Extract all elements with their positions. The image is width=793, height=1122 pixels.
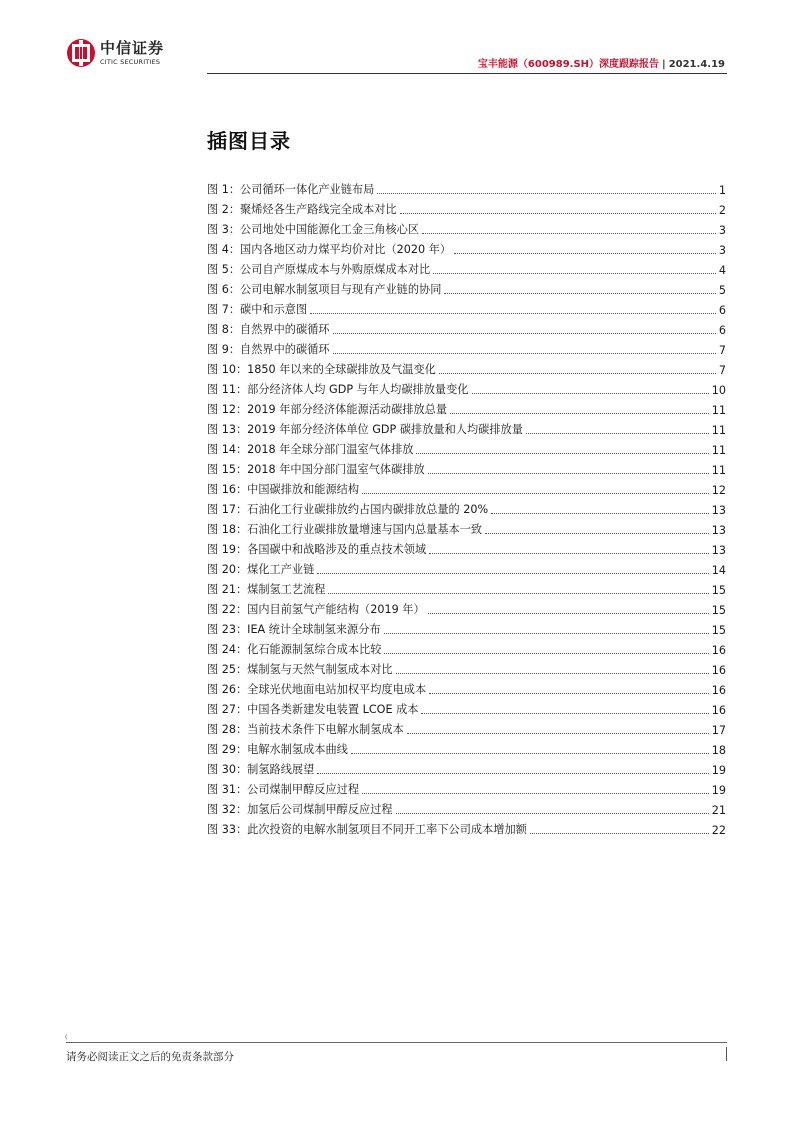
footer-divider: [66, 1042, 727, 1043]
toc-entry[interactable]: [207, 597, 726, 617]
toc-entry-page: 12: [711, 484, 726, 497]
toc-entry-page: 10: [711, 384, 726, 397]
toc-dot-leader: [454, 253, 716, 254]
toc-entry-label: 图 27：中国各类新建发电装置 LCOE 成本: [207, 703, 419, 716]
toc-entry[interactable]: [207, 377, 726, 397]
toc-entry[interactable]: [207, 217, 726, 237]
toc-entry-label: 图 7：碳中和示意图: [207, 303, 308, 316]
toc-entry[interactable]: [207, 497, 726, 517]
toc-entry-page: 13: [711, 544, 726, 557]
toc-entry-page: 14: [711, 564, 726, 577]
toc-entry-label: 图 3：公司地处中国能源化工金三角核心区: [207, 223, 420, 236]
toc-entry-page: 19: [711, 784, 726, 797]
toc-entry-label: 图 6：公司电解水制氢项目与现有产业链的协同: [207, 283, 442, 296]
toc-entry-label: 图 9：自然界中的碳循环: [207, 343, 330, 356]
toc-entry[interactable]: [207, 777, 726, 797]
toc-dot-leader: [433, 273, 716, 274]
toc-entry[interactable]: [207, 257, 726, 277]
toc-entry-label: 图 1：公司循环一体化产业链布局: [207, 183, 375, 196]
footer-disclaimer: 请务必阅读正文之后的免责条款部分: [66, 1051, 234, 1063]
toc-dot-leader: [317, 573, 708, 574]
toc-dot-leader: [421, 713, 708, 714]
citic-logo-icon: [66, 38, 96, 68]
toc-dot-leader: [317, 773, 708, 774]
toc-dot-leader: [444, 293, 715, 294]
toc-dot-leader: [384, 633, 709, 634]
toc-entry[interactable]: [207, 197, 726, 217]
toc-entry-page: 3: [718, 244, 726, 257]
toc-entry-label: 图 24：化石能源制氢综合成本比较: [207, 643, 382, 656]
toc-entry-page: 13: [711, 524, 726, 537]
toc-entry-label: 图 28：当前技术条件下电解水制氢成本: [207, 723, 404, 736]
toc-dot-leader: [485, 533, 709, 534]
header-separator: |: [662, 59, 666, 70]
toc-entry-label: 图 16：中国碳排放和能源结构: [207, 483, 360, 496]
report-title: 宝丰能源（600989.SH）深度跟踪报告: [477, 59, 660, 70]
toc-dot-leader: [362, 493, 709, 494]
toc-entry-page: 16: [711, 664, 726, 677]
toc-entry-page: 11: [711, 404, 726, 417]
toc-entry[interactable]: [207, 337, 726, 357]
toc-entry[interactable]: [207, 317, 726, 337]
toc-entry-label: 图 30：制氢路线展望: [207, 763, 315, 776]
toc-entry-label: 图 26：全球光伏地面电站加权平均度电成本: [207, 683, 427, 696]
toc-entry-label: 图 32：加氢后公司煤制甲醇反应过程: [207, 803, 393, 816]
toc-entry-label: 图 8：自然界中的碳循环: [207, 323, 330, 336]
toc-entry[interactable]: [207, 617, 726, 637]
toc-entry-label: 图 17：石油化工行业碳排放约占国内碳排放总量的 20%: [207, 503, 489, 516]
toc-entry[interactable]: [207, 557, 726, 577]
toc-entry[interactable]: [207, 717, 726, 737]
logo-chinese-name: 中信证券: [100, 38, 165, 57]
toc-dot-leader: [362, 793, 709, 794]
report-date: 2021.4.19: [668, 59, 725, 70]
toc-entry-page: 1: [718, 184, 726, 197]
toc-entry-page: 16: [711, 704, 726, 717]
toc-dot-leader: [310, 313, 716, 314]
toc-entry-page: 5: [718, 284, 726, 297]
toc-entry-label: 图 12：2019 年部分经济体能源活动碳排放总量: [207, 403, 448, 416]
company-logo: [66, 38, 164, 68]
toc-entry-page: 15: [711, 604, 726, 617]
toc-entry-page: 13: [711, 504, 726, 517]
toc-dot-leader: [530, 833, 709, 834]
toc-entry[interactable]: [207, 657, 726, 677]
toc-entry-label: 图 19：各国碳中和战略涉及的重点技术领域: [207, 543, 427, 556]
footer-mark: (: [65, 1034, 68, 1041]
toc-entry[interactable]: [207, 537, 726, 557]
toc-entry-label: 图 33：此次投资的电解水制氢项目不同开工率下公司成本增加额: [207, 823, 527, 836]
toc-entry-label: 图 11：部分经济体人均 GDP 与年人均碳排放量变化: [207, 383, 469, 396]
toc-entry[interactable]: [207, 677, 726, 697]
toc-entry[interactable]: [207, 177, 726, 197]
toc-dot-leader: [428, 473, 709, 474]
toc-entry-page: 4: [718, 264, 726, 277]
toc-entry[interactable]: [207, 237, 726, 257]
toc-dot-leader: [439, 373, 716, 374]
figure-table-of-contents: [207, 177, 726, 837]
toc-entry[interactable]: [207, 477, 726, 497]
toc-entry[interactable]: [207, 757, 726, 777]
toc-entry-label: 图 20：煤化工产业链: [207, 563, 315, 576]
toc-entry-label: 图 2：聚烯烃各生产路线完全成本对比: [207, 203, 397, 216]
toc-dot-leader: [396, 673, 709, 674]
toc-dot-leader: [526, 433, 709, 434]
toc-dot-leader: [429, 553, 709, 554]
toc-entry-label: 图 23：IEA 统计全球制氢来源分布: [207, 623, 381, 636]
toc-dot-leader: [351, 753, 709, 754]
toc-entry[interactable]: [207, 437, 726, 457]
toc-entry-label: 图 15：2018 年中国分部门温室气体碳排放: [207, 463, 425, 476]
toc-entry-page: 3: [718, 224, 726, 237]
toc-entry-page: 11: [711, 424, 726, 437]
header-divider: [207, 73, 727, 74]
toc-entry[interactable]: [207, 417, 726, 437]
toc-dot-leader: [377, 193, 716, 194]
toc-entry-label: 图 4：国内各地区动力煤平均价对比（2020 年）: [207, 243, 452, 256]
toc-dot-leader: [472, 393, 709, 394]
toc-dot-leader: [333, 353, 716, 354]
toc-entry[interactable]: [207, 517, 726, 537]
toc-entry-label: 图 22：国内目前氢气产能结构（2019 年）: [207, 603, 425, 616]
toc-entry-label: 图 14：2018 年全球分部门温室气体排放: [207, 443, 414, 456]
toc-entry[interactable]: [207, 637, 726, 657]
toc-entry-label: 图 21：煤制氢工艺流程: [207, 583, 326, 596]
toc-dot-leader: [407, 733, 709, 734]
toc-entry-page: 15: [711, 624, 726, 637]
toc-dot-leader: [450, 413, 709, 414]
toc-entry-label: 图 5：公司自产原煤成本与外购原煤成本对比: [207, 263, 431, 276]
toc-dot-leader: [333, 333, 716, 334]
toc-dot-leader: [428, 613, 709, 614]
toc-entry-page: 11: [711, 464, 726, 477]
toc-entry-page: 21: [711, 804, 726, 817]
logo-english-name: CITIC SECURITIES: [100, 57, 161, 66]
toc-entry[interactable]: [207, 697, 726, 717]
toc-entry[interactable]: [207, 397, 726, 417]
toc-dot-leader: [422, 233, 716, 234]
toc-entry[interactable]: [207, 577, 726, 597]
toc-entry-page: 18: [711, 744, 726, 757]
toc-dot-leader: [328, 593, 708, 594]
toc-entry[interactable]: [207, 797, 726, 817]
toc-entry[interactable]: [207, 817, 726, 837]
footer-bar: [726, 1047, 727, 1061]
toc-entry-page: 6: [718, 324, 726, 337]
toc-entry[interactable]: [207, 737, 726, 757]
toc-entry[interactable]: [207, 357, 726, 377]
toc-entry-page: 16: [711, 644, 726, 657]
toc-entry-page: 2: [718, 204, 726, 217]
toc-entry[interactable]: [207, 457, 726, 477]
toc-entry-page: 15: [711, 584, 726, 597]
toc-entry-label: 图 25：煤制氢与天然气制氢成本对比: [207, 663, 393, 676]
toc-dot-leader: [491, 513, 709, 514]
toc-entry-page: 19: [711, 764, 726, 777]
logo-text: [100, 38, 165, 66]
toc-entry-label: 图 18：石油化工行业碳排放量增速与国内总量基本一致: [207, 523, 483, 536]
toc-dot-leader: [396, 813, 709, 814]
toc-entry-label: 图 31：公司煤制甲醇反应过程: [207, 783, 360, 796]
toc-entry-page: 16: [711, 684, 726, 697]
toc-entry-label: 图 10：1850 年以来的全球碳排放及气温变化: [207, 363, 436, 376]
toc-entry-page: 11: [711, 444, 726, 457]
toc-entry-page: 7: [718, 364, 726, 377]
toc-entry-page: 7: [718, 344, 726, 357]
toc-entry-label: 图 29：电解水制氢成本曲线: [207, 743, 348, 756]
toc-entry[interactable]: [207, 277, 726, 297]
toc-dot-leader: [400, 213, 716, 214]
toc-entry-page: 17: [711, 724, 726, 737]
page-title: 插图目录: [207, 129, 291, 153]
toc-dot-leader: [416, 453, 708, 454]
toc-dot-leader: [384, 653, 708, 654]
toc-entry-page: 6: [718, 304, 726, 317]
report-header: [478, 55, 725, 70]
toc-dot-leader: [429, 693, 709, 694]
toc-entry-label: 图 13：2019 年部分经济体单位 GDP 碳排放量和人均碳排放量: [207, 423, 523, 436]
toc-entry[interactable]: [207, 297, 726, 317]
toc-entry-page: 22: [711, 824, 726, 837]
